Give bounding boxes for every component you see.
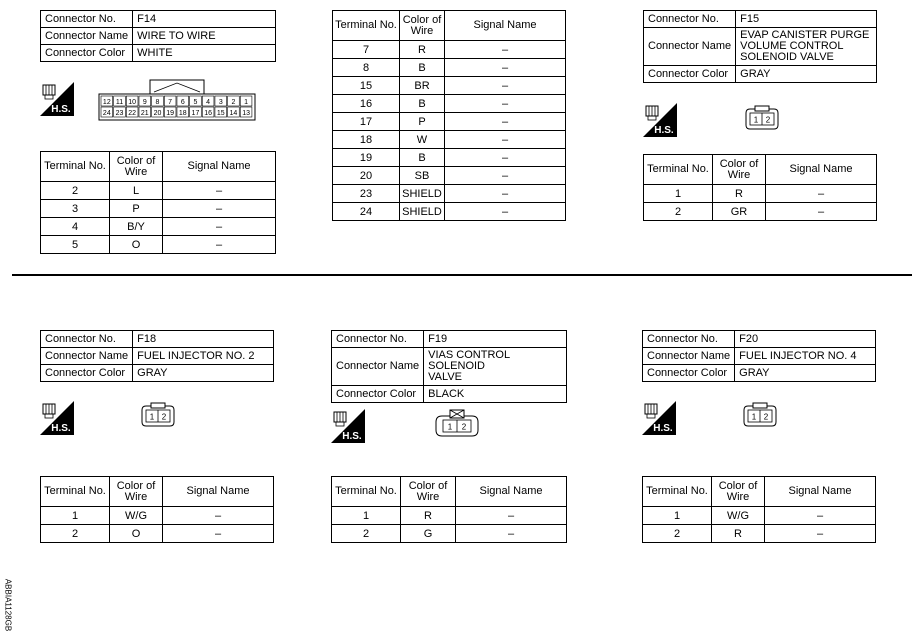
terminal-no-header: Terminal No. <box>643 477 712 507</box>
terminal-no-cell: 18 <box>333 131 400 149</box>
figure-code-label: ABBIA1128GB <box>3 578 13 632</box>
pin-label: 5 <box>193 99 198 106</box>
color-of-wire-header: Color of Wire <box>400 11 445 41</box>
pin-label: 1 <box>751 412 757 422</box>
terminal-no-cell: 8 <box>333 59 400 77</box>
f14-terminal-table-b <box>332 10 566 221</box>
table-row <box>333 95 566 113</box>
terminal-no-header: Terminal No. <box>644 155 713 185</box>
terminal-no-cell: 2 <box>643 525 712 543</box>
table-row <box>644 203 877 221</box>
signal-name-cell: – <box>445 167 566 185</box>
pin-label: 6 <box>180 99 185 106</box>
pin-label: 2 <box>763 412 769 422</box>
pin-label: 22 <box>128 110 137 117</box>
pin-label: 21 <box>140 110 149 117</box>
connector-color-label: Connector Color <box>332 386 424 403</box>
connector-no-label: Connector No. <box>41 331 133 348</box>
f18-connector-color: GRAY <box>133 365 274 382</box>
signal-name-header: Signal Name <box>445 11 566 41</box>
pin-label: 10 <box>128 99 137 106</box>
hs-badge-label: H.S. <box>342 431 362 442</box>
wire-color-cell: B/Y <box>110 218 163 236</box>
pin-label: 1 <box>753 115 759 125</box>
terminal-no-cell: 23 <box>333 185 400 203</box>
f14-terminal-table-a <box>40 151 276 254</box>
pin-label: 19 <box>166 110 175 117</box>
f20-info-table <box>642 330 876 382</box>
table-row <box>333 167 566 185</box>
pin-label: 7 <box>168 99 173 106</box>
table-row <box>332 507 567 525</box>
f15-connector-name <box>736 28 877 66</box>
connector-color-label: Connector Color <box>41 365 133 382</box>
connector-name-label: Connector Name <box>332 348 424 386</box>
signal-name-cell: – <box>445 131 566 149</box>
pin-label: 1 <box>447 422 453 432</box>
hs-badge-icon <box>642 401 676 435</box>
wire-color-cell: W/G <box>110 507 163 525</box>
signal-name-cell: – <box>163 200 276 218</box>
pin-label: 1 <box>149 412 155 422</box>
f15-name-line: EVAP CANISTER PURGE <box>740 29 870 41</box>
pin-label: 2 <box>231 99 236 106</box>
hs-badge-icon <box>643 103 677 137</box>
pin-label: 16 <box>204 110 213 117</box>
signal-name-cell: – <box>765 525 876 543</box>
terminal-no-cell: 2 <box>332 525 401 543</box>
wire-color-cell: SHIELD <box>400 185 445 203</box>
terminal-no-header: Terminal No. <box>332 477 401 507</box>
f15-connector-no: F15 <box>736 11 877 28</box>
pin-label: 12 <box>102 99 111 106</box>
hs-badge-label: H.S. <box>654 125 674 136</box>
connector-name-label: Connector Name <box>644 28 736 66</box>
connector-no-label: Connector No. <box>41 11 133 28</box>
terminal-no-cell: 7 <box>333 41 400 59</box>
pin-label: 8 <box>155 99 160 106</box>
signal-name-cell: – <box>445 149 566 167</box>
terminal-no-cell: 15 <box>333 77 400 95</box>
wire-color-cell: P <box>110 200 163 218</box>
table-row <box>41 507 274 525</box>
hs-badge-icon <box>331 409 365 443</box>
signal-name-cell: – <box>445 41 566 59</box>
table-row <box>643 507 876 525</box>
wire-color-cell: B <box>400 59 445 77</box>
figure-code <box>2 578 14 632</box>
wire-color-cell: P <box>400 113 445 131</box>
terminal-no-header: Terminal No. <box>41 477 110 507</box>
f14-connector-no: F14 <box>133 11 276 28</box>
pin-label: 2 <box>765 115 771 125</box>
f19-name-line: VALVE <box>428 371 462 383</box>
connector-name-label: Connector Name <box>41 348 133 365</box>
wire-color-cell: SHIELD <box>400 203 445 221</box>
f19-connector-name <box>424 348 567 386</box>
pin-label: 14 <box>229 110 238 117</box>
wire-color-cell: GR <box>713 203 766 221</box>
pin-label: 4 <box>206 99 211 106</box>
pin-label: 18 <box>178 110 187 117</box>
pin-label: 24 <box>102 110 111 117</box>
signal-name-cell: – <box>445 185 566 203</box>
f18-connector-name: FUEL INJECTOR NO. 2 <box>133 348 274 365</box>
f15-name-line: VOLUME CONTROL <box>740 40 844 52</box>
f15-terminal-table <box>643 154 877 221</box>
f19-terminal-table <box>331 476 567 543</box>
signal-name-cell: – <box>766 203 877 221</box>
f18-terminal-table <box>40 476 274 543</box>
color-of-wire-header: Color of Wire <box>713 155 766 185</box>
terminal-no-cell: 3 <box>41 200 110 218</box>
hs-badge-label: H.S. <box>51 423 71 434</box>
table-row <box>333 59 566 77</box>
f18-info-table <box>40 330 274 382</box>
connector-color-label: Connector Color <box>644 66 736 83</box>
f19-info-table <box>331 330 567 403</box>
table-row <box>333 131 566 149</box>
f18-connector-face <box>140 402 176 428</box>
table-row <box>41 218 276 236</box>
wire-color-cell: R <box>712 525 765 543</box>
connector-color-label: Connector Color <box>643 365 735 382</box>
wire-color-cell: B <box>400 95 445 113</box>
wire-color-cell: SB <box>400 167 445 185</box>
f20-connector-no: F20 <box>735 331 876 348</box>
f18-connector-no: F18 <box>133 331 274 348</box>
connector-no-label: Connector No. <box>643 331 735 348</box>
terminal-no-cell: 1 <box>332 507 401 525</box>
table-row <box>41 182 276 200</box>
hs-badge-label: H.S. <box>51 104 71 115</box>
terminal-no-cell: 20 <box>333 167 400 185</box>
terminal-no-header: Terminal No. <box>333 11 400 41</box>
f20-connector-color: GRAY <box>735 365 876 382</box>
terminal-no-cell: 2 <box>644 203 713 221</box>
pin-label: 17 <box>191 110 200 117</box>
pin-label: 9 <box>142 99 147 106</box>
pin-label: 13 <box>242 110 250 117</box>
signal-name-cell: – <box>163 182 276 200</box>
connector-name-label: Connector Name <box>643 348 735 365</box>
terminal-no-header: Terminal No. <box>41 152 110 182</box>
table-row <box>643 525 876 543</box>
connector-no-label: Connector No. <box>644 11 736 28</box>
signal-name-cell: – <box>456 525 567 543</box>
signal-name-cell: – <box>445 59 566 77</box>
hs-badge-icon <box>40 82 74 116</box>
f15-info-table <box>643 10 877 83</box>
wire-color-cell: G <box>401 525 456 543</box>
signal-name-cell: – <box>445 203 566 221</box>
table-row <box>332 525 567 543</box>
pin-label: 3 <box>218 99 223 106</box>
f15-connector-face <box>744 105 780 131</box>
table-row <box>333 149 566 167</box>
color-of-wire-header: Color of Wire <box>712 477 765 507</box>
terminal-no-cell: 4 <box>41 218 110 236</box>
signal-name-cell: – <box>163 218 276 236</box>
table-row <box>333 185 566 203</box>
wire-color-cell: R <box>400 41 445 59</box>
signal-name-header: Signal Name <box>456 477 567 507</box>
f19-name-line: VIAS CONTROL SOLENOID <box>428 349 510 372</box>
f15-name-line: SOLENOID VALVE <box>740 51 834 63</box>
wire-color-cell: W <box>400 131 445 149</box>
signal-name-header: Signal Name <box>765 477 876 507</box>
table-row <box>333 41 566 59</box>
f20-connector-name: FUEL INJECTOR NO. 4 <box>735 348 876 365</box>
terminal-no-cell: 24 <box>333 203 400 221</box>
color-of-wire-header: Color of Wire <box>110 152 163 182</box>
pin-label: 2 <box>461 422 467 432</box>
wire-color-cell: O <box>110 236 163 254</box>
table-row <box>644 185 877 203</box>
table-row <box>41 236 276 254</box>
signal-name-cell: – <box>456 507 567 525</box>
f19-connector-face <box>434 408 480 438</box>
f14-connector-color: WHITE <box>133 45 276 62</box>
pin-label: 2 <box>161 412 167 422</box>
f14-info-table <box>40 10 276 62</box>
signal-name-header: Signal Name <box>766 155 877 185</box>
wire-color-cell: BR <box>400 77 445 95</box>
wire-color-cell: W/G <box>712 507 765 525</box>
wire-color-cell: O <box>110 525 163 543</box>
f20-connector-face <box>742 402 778 428</box>
hs-badge-icon <box>40 401 74 435</box>
f19-connector-color: BLACK <box>424 386 567 403</box>
signal-name-cell: – <box>445 77 566 95</box>
pin-label: 23 <box>115 110 124 117</box>
terminal-no-cell: 17 <box>333 113 400 131</box>
pin-label: 1 <box>244 99 249 106</box>
section-divider <box>12 274 912 276</box>
color-of-wire-header: Color of Wire <box>110 477 163 507</box>
terminal-no-cell: 1 <box>643 507 712 525</box>
pin-label: 11 <box>115 99 124 106</box>
hs-badge-label: H.S. <box>653 423 673 434</box>
signal-name-cell: – <box>445 95 566 113</box>
signal-name-header: Signal Name <box>163 477 274 507</box>
signal-name-header: Signal Name <box>163 152 276 182</box>
terminal-no-cell: 5 <box>41 236 110 254</box>
signal-name-cell: – <box>766 185 877 203</box>
table-row <box>333 113 566 131</box>
terminal-no-cell: 2 <box>41 525 110 543</box>
f15-connector-color: GRAY <box>736 66 877 83</box>
color-of-wire-header: Color of Wire <box>401 477 456 507</box>
connector-name-label: Connector Name <box>41 28 133 45</box>
terminal-no-cell: 1 <box>644 185 713 203</box>
signal-name-cell: – <box>163 525 274 543</box>
wire-color-cell: L <box>110 182 163 200</box>
table-row <box>333 77 566 95</box>
table-row <box>41 200 276 218</box>
connector-no-label: Connector No. <box>332 331 424 348</box>
signal-name-cell: – <box>445 113 566 131</box>
table-row <box>41 525 274 543</box>
terminal-no-cell: 2 <box>41 182 110 200</box>
f14-connector-face <box>98 78 256 122</box>
terminal-no-cell: 19 <box>333 149 400 167</box>
wire-color-cell: B <box>400 149 445 167</box>
wire-color-cell: R <box>713 185 766 203</box>
table-row <box>333 203 566 221</box>
f19-connector-no: F19 <box>424 331 567 348</box>
pin-label: 15 <box>216 110 225 117</box>
wire-color-cell: R <box>401 507 456 525</box>
f20-terminal-table <box>642 476 876 543</box>
pin-label: 20 <box>153 110 162 117</box>
f14-connector-name: WIRE TO WIRE <box>133 28 276 45</box>
signal-name-cell: – <box>765 507 876 525</box>
signal-name-cell: – <box>163 507 274 525</box>
terminal-no-cell: 16 <box>333 95 400 113</box>
terminal-no-cell: 1 <box>41 507 110 525</box>
connector-color-label: Connector Color <box>41 45 133 62</box>
signal-name-cell: – <box>163 236 276 254</box>
